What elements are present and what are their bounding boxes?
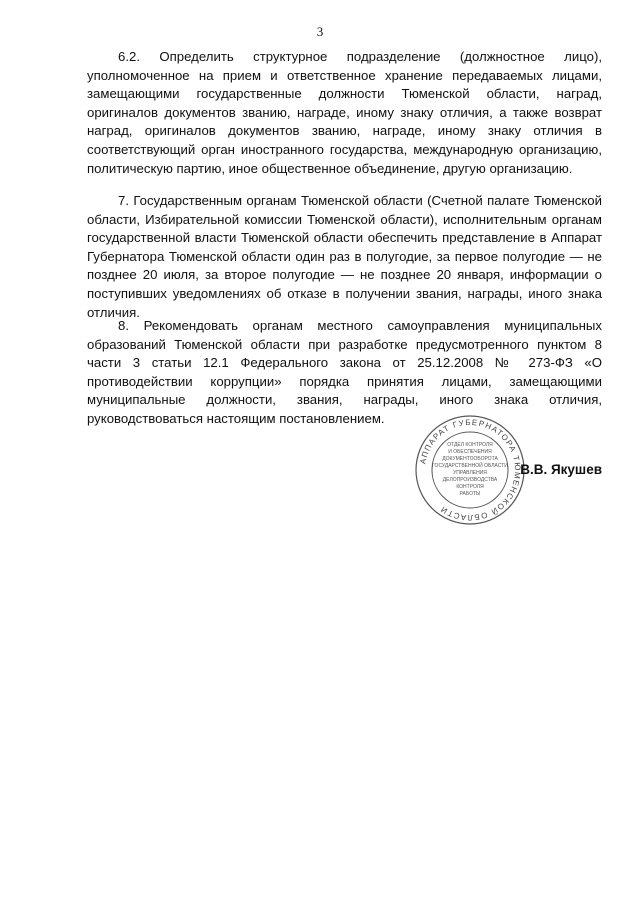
official-stamp — [414, 414, 526, 526]
stamp-line: ДЕЛОПРОИЗВОДСТВА — [442, 477, 498, 483]
stamp-line: ГОСУДАРСТВЕННОЙ ОБЛАСТИ — [432, 463, 508, 469]
stamp-line: И ОБЕСПЕЧЕНИЯ — [448, 449, 492, 455]
stamp-ring-text: АППАРАТ ГУБЕРНАТОРА ТЮМЕНСКОЙ ОБЛАСТИ — [418, 417, 523, 523]
paragraph-6-2: 6.2. Определить структурное подразделение (должностное лицо), уполномоченное на прием и ответственное хранение передаваемых лицами, замещающими государственные должности Тюменской области, наград, оригиналов документов званию, награде, иному знаку отличия, а также возврат наград, оригиналов документов званию, награде, иному знаку отличия в соответствующий орган иностранного государства, международную организацию, политическую партию, иное общественное объединение, другую организацию. — [87, 49, 602, 176]
stamp-line: УПРАВЛЕНИЯ — [453, 470, 487, 476]
signer-name: В.В. Якушев — [520, 462, 602, 477]
stamp-line: ОТДЕЛ КОНТРОЛЯ — [447, 442, 493, 448]
stamp-line: КОНТРОЛЯ — [456, 484, 484, 490]
stamp-line: РАБОТЫ — [459, 491, 481, 497]
paragraph-8: 8. Рекомендовать органам местного самоуправления муниципальных образований Тюменской области при разработке предусмотренного пунктом 8 части 3 статьи 12.1 Федерального закона от 25.12.2008 № 273-ФЗ «О противодействии коррупции» порядка принятия лицами, замещающими муниципальные должности, звания, награды, иного знака отличия, руководствоваться настоящим постановлением. — [87, 318, 602, 426]
paragraph-7: 7. Государственным органам Тюменской области (Счетной палате Тюменской области, Избирательной комиссии Тюменской области), исполнительным органам государственной власти Тюменской области обеспечить представление в Аппарат Губернатора Тюменской области один раз в полугодие, за первое полугодие — не позднее 20 июля, за второе полугодие — не позднее 20 января, информации о поступивших уведомлениях об отказе в получении звания, награды, иного знака отличия. — [87, 193, 602, 320]
stamp-line: ДОКУМЕНТООБОРОТА — [442, 456, 498, 462]
page-number: 3 — [316, 24, 324, 39]
